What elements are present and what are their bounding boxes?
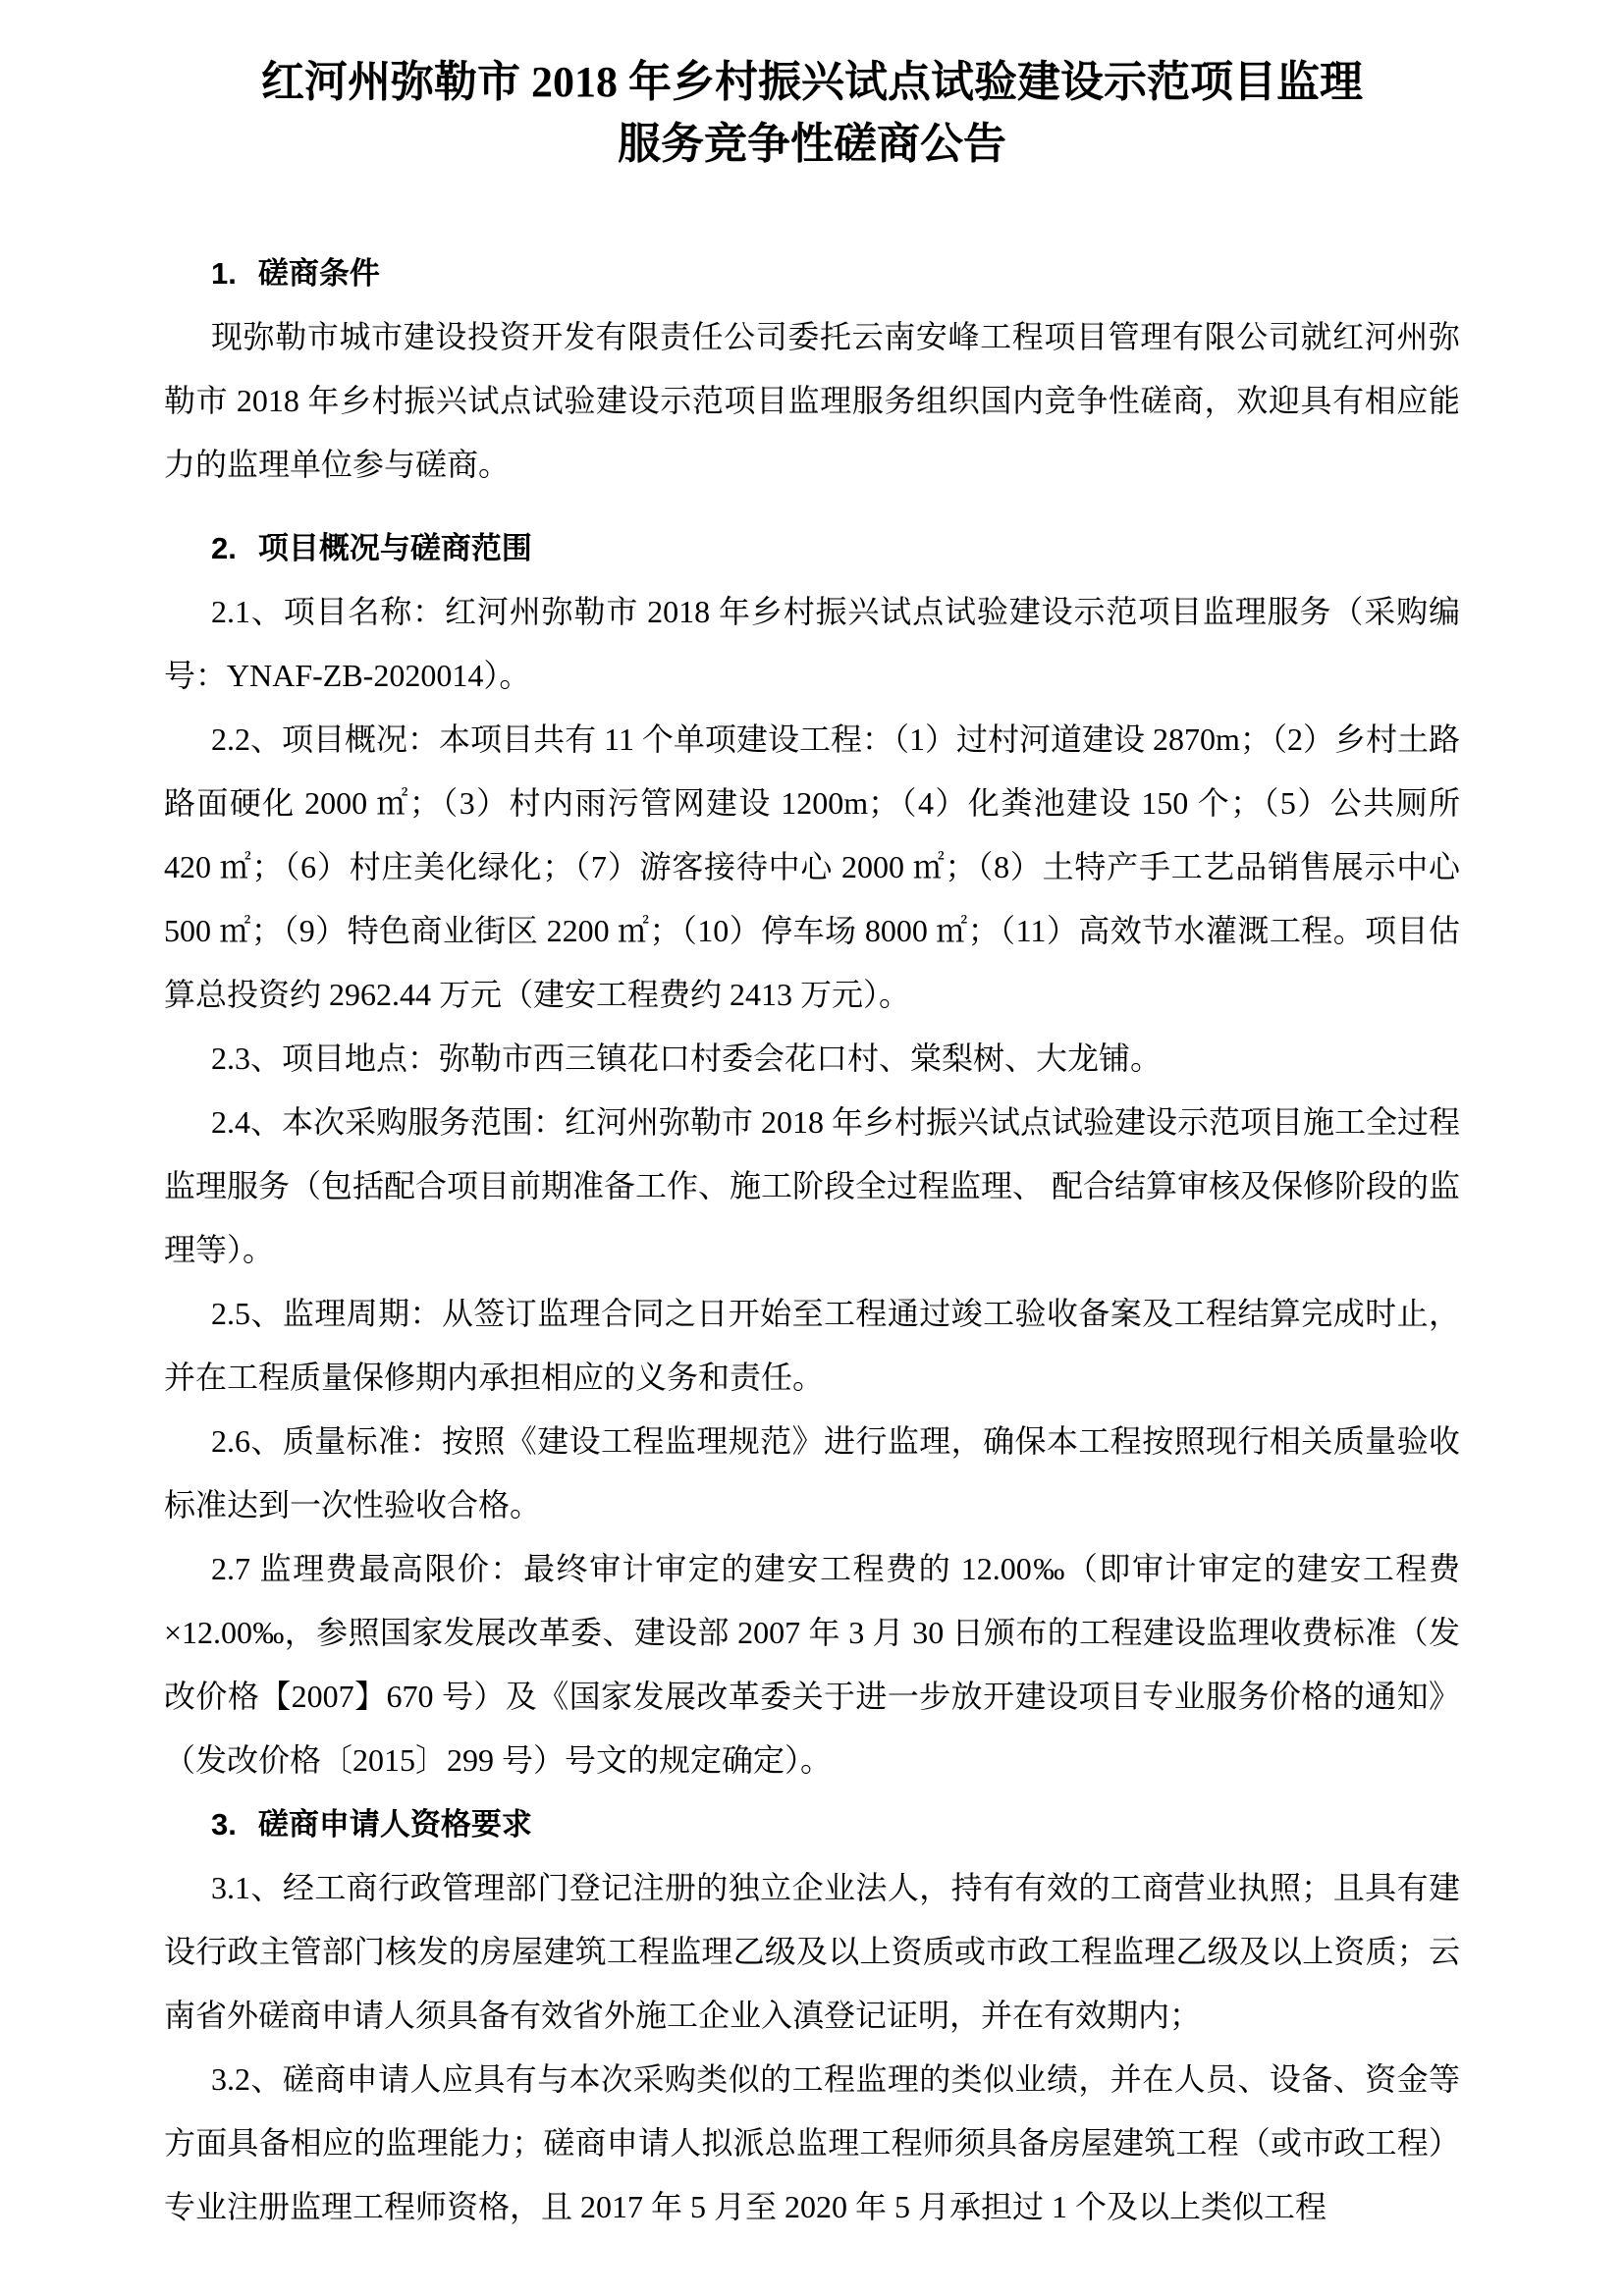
paragraph-1-1: 现弥勒市城市建设投资开发有限责任公司委托云南安峰工程项目管理有限公司就红河州弥勒市 2018 年乡村振兴试点试验建设示范项目监理服务组织国内竞争性磋商，欢迎具有相应能力的监理单位参与磋商。 (164, 319, 1460, 482)
paragraph-3-2: 3.2、磋商申请人应具有与本次采购类似的工程监理的类似业绩，并在人员、设备、资金等方面具备相应的监理能力；磋商申请人拟派总监理工程师须具备房屋建筑工程（或市政工程）专业注册监理工程师资格，且 2017 年 5 月至 2020 年 5 月承担过 1 个及以上类似工程 (164, 2061, 1460, 2224)
section-project-overview (164, 516, 1460, 1792)
section-label: 项目概况与磋商范围 (257, 531, 532, 565)
section-heading-2 (164, 516, 1460, 580)
section-number: 1. (211, 256, 237, 291)
paragraph-2-3: 2.3、项目地点：弥勒市西三镇花口村委会花口村、棠梨树、大龙铺。 (211, 1041, 1163, 1076)
section-consultation-conditions (164, 241, 1460, 497)
section-heading-1 (164, 241, 1460, 305)
document-title (164, 51, 1460, 175)
section-number: 2. (211, 531, 237, 565)
section-heading-3 (164, 1792, 1460, 1856)
title-line-1: 红河州弥勒市 2018 年乡村振兴试点试验建设示范项目监理 (261, 58, 1363, 106)
paragraph-2-5: 2.5、监理周期：从签订监理合同之日开始至工程通过竣工验收备案及工程结算完成时止，并在工程质量保修期内承担相应的义务和责任。 (164, 1296, 1460, 1395)
paragraph-3-1: 3.1、经工商行政管理部门登记注册的独立企业法人，持有有效的工商营业执照；且具有建设行政主管部门核发的房屋建筑工程监理乙级及以上资质或市政工程监理乙级及以上资质；云南省外磋商申请人须具备有效省外施工企业入滇登记证明，并在有效期内； (164, 1870, 1460, 2033)
section-label: 磋商申请人资格要求 (257, 1807, 532, 1842)
paragraph-2-7: 2.7 监理费最高限价：最终审计审定的建安工程费的 12.00‰（即审计审定的建安工程费×12.00‰，参照国家发展改革委、建设部 2007 年 3 月 30 日颁布的工程建设监理收费标准（发改价格【2007】670 号）及《国家发展改革委关于进一步放开建设项目专业服务价格的通知》（发改价格〔2015〕299 号）号文的规定确定）。 (164, 1551, 1460, 1778)
section-number: 3. (211, 1807, 237, 1842)
paragraph-2-1: 2.1、项目名称：红河州弥勒市 2018 年乡村振兴试点试验建设示范项目监理服务（采购编号：YNAF-ZB-2020014）。 (164, 594, 1460, 693)
section-applicant-qualifications (164, 1792, 1460, 2239)
title-line-2: 服务竞争性磋商公告 (618, 120, 1006, 168)
paragraph-2-2: 2.2、项目概况：本项目共有 11 个单项建设工程：（1）过村河道建设 2870m；（2）乡村土路路面硬化 2000 ㎡；（3）村内雨污管网建设 1200m；（4）化粪池建设 150 个；（5）公共厕所 420 ㎡；（6）村庄美化绿化；（7）游客接待中心 2000 ㎡；（8）土特产手工艺品销售展示中心 500 ㎡；（9）特色商业街区 2200 ㎡；（10）停车场 8000 ㎡；（11）高效节水灌溉工程。项目估算总投资约 2962.44 万元（建安工程费约 2413 万元）。 (164, 721, 1460, 1012)
paragraph-2-4: 2.4、本次采购服务范围：红河州弥勒市 2018 年乡村振兴试点试验建设示范项目施工全过程监理服务（包括配合项目前期准备工作、施工阶段全过程监理、 配合结算审核及保修阶段的监理等）。 (164, 1104, 1461, 1267)
paragraph-2-6: 2.6、质量标准：按照《建设工程监理规范》进行监理，确保本工程按照现行相关质量验收标准达到一次性验收合格。 (164, 1423, 1460, 1522)
section-label: 磋商条件 (257, 256, 380, 291)
